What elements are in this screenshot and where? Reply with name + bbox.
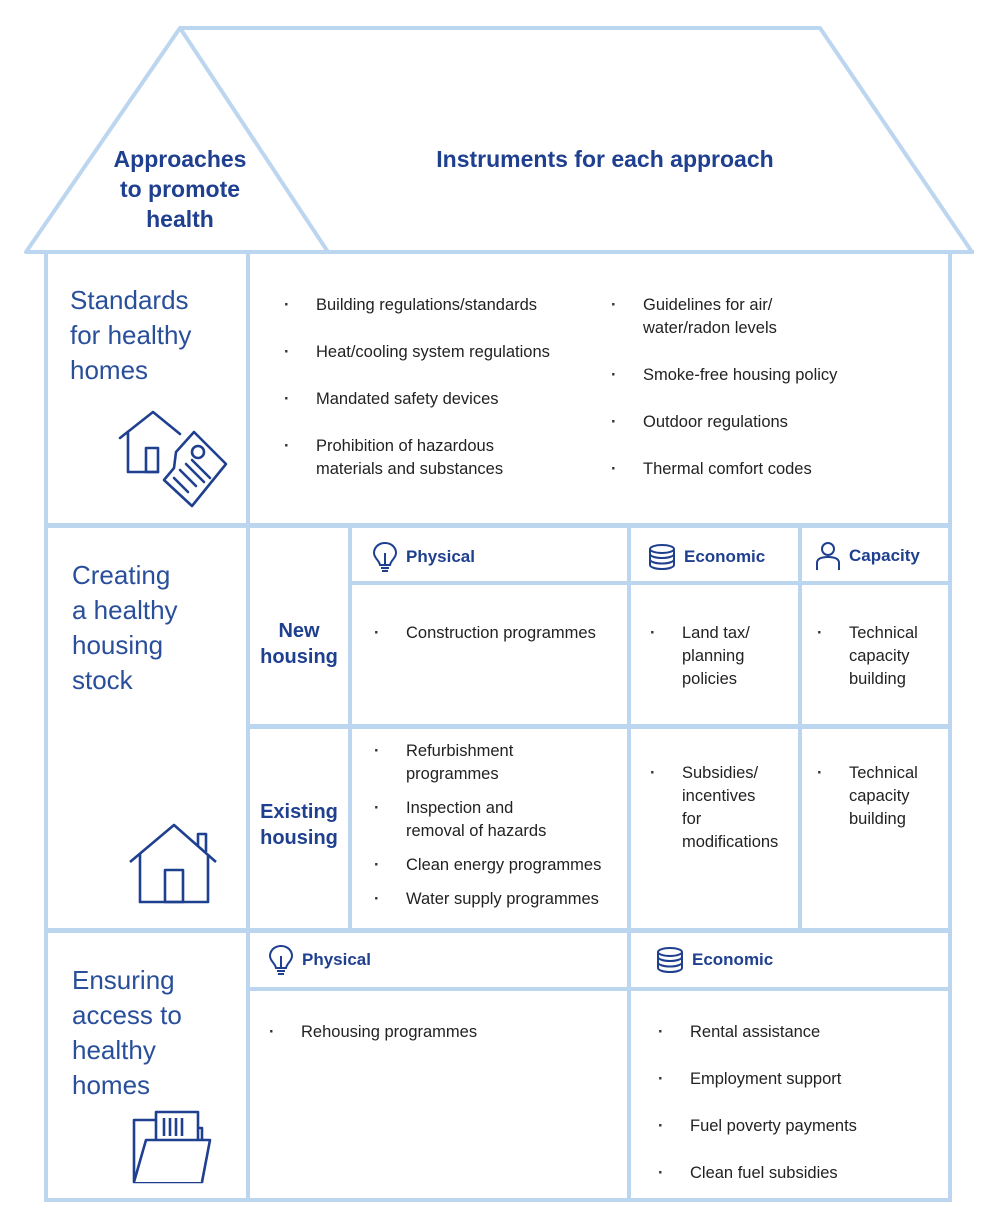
stock-economic-header: Economic: [648, 544, 765, 570]
stock-capacity-header: Capacity: [815, 541, 920, 571]
access-economic-list: [658, 1021, 948, 1185]
list-item: · Water supply programmes: [374, 888, 626, 911]
list-item: · Thermal comfort codes: [611, 458, 931, 481]
list-item: · Fuel poverty payments: [658, 1115, 948, 1138]
list-item: · Land tax/ planning policies: [650, 622, 795, 691]
standards-title: Standards for healthy homes: [70, 285, 192, 385]
new-economic-list: [650, 622, 795, 691]
list-item: · Building regulations/standards: [284, 294, 594, 317]
person-icon: [815, 541, 841, 571]
access-economic-header: Economic: [656, 947, 773, 973]
list-item: · Technical capacity building: [817, 622, 947, 691]
lightbulb-icon: [268, 944, 294, 976]
folder-icon: [130, 1108, 212, 1186]
house-document-icon: [118, 408, 233, 518]
existing-economic-list: [650, 762, 795, 854]
existing-capacity-list: [817, 762, 947, 831]
standards-list-left: [284, 294, 594, 481]
existing-housing-label: Existing housing: [260, 801, 338, 849]
list-item: · Clean fuel subsidies: [658, 1162, 948, 1185]
lightbulb-icon: [372, 541, 398, 573]
coins-icon: [648, 544, 676, 570]
list-item: · Employment support: [658, 1068, 948, 1091]
list-item: · Guidelines for air/ water/radon levels: [611, 294, 931, 340]
list-item: · Clean energy programmes: [374, 854, 626, 877]
standards-list-right: [611, 294, 931, 481]
stock-physical-header: Physical: [372, 541, 475, 573]
approaches-title: Approaches to promote health: [113, 146, 247, 232]
access-physical-list: [269, 1021, 619, 1044]
instruments-title: Instruments for each approach: [436, 146, 774, 172]
list-item: · Inspection and removal of hazards: [374, 797, 626, 843]
list-item: · Rental assistance: [658, 1021, 948, 1044]
list-item: · Heat/cooling system regulations: [284, 341, 594, 364]
list-item: · Rehousing programmes: [269, 1021, 619, 1044]
new-housing-label: New housing: [260, 620, 338, 668]
new-physical-list: [374, 622, 624, 645]
access-title: Ensuring access to healthy homes: [72, 965, 182, 1100]
list-item: · Smoke-free housing policy: [611, 364, 931, 387]
list-item: · Refurbishment programmes: [374, 740, 626, 786]
list-item: · Construction programmes: [374, 622, 624, 645]
list-item: · Prohibition of hazardous materials and substances: [284, 435, 594, 481]
stock-title: Creating a healthy housing stock: [72, 560, 178, 695]
list-item: · Mandated safety devices: [284, 388, 594, 411]
coins-icon: [656, 947, 684, 973]
existing-physical-list: [374, 740, 626, 911]
house-icon: [128, 822, 220, 906]
list-item: · Subsidies/ incentives for modifications: [650, 762, 795, 854]
access-physical-header: Physical: [268, 944, 371, 976]
new-capacity-list: [817, 622, 947, 691]
list-item: · Outdoor regulations: [611, 411, 931, 434]
list-item: · Technical capacity building: [817, 762, 947, 831]
